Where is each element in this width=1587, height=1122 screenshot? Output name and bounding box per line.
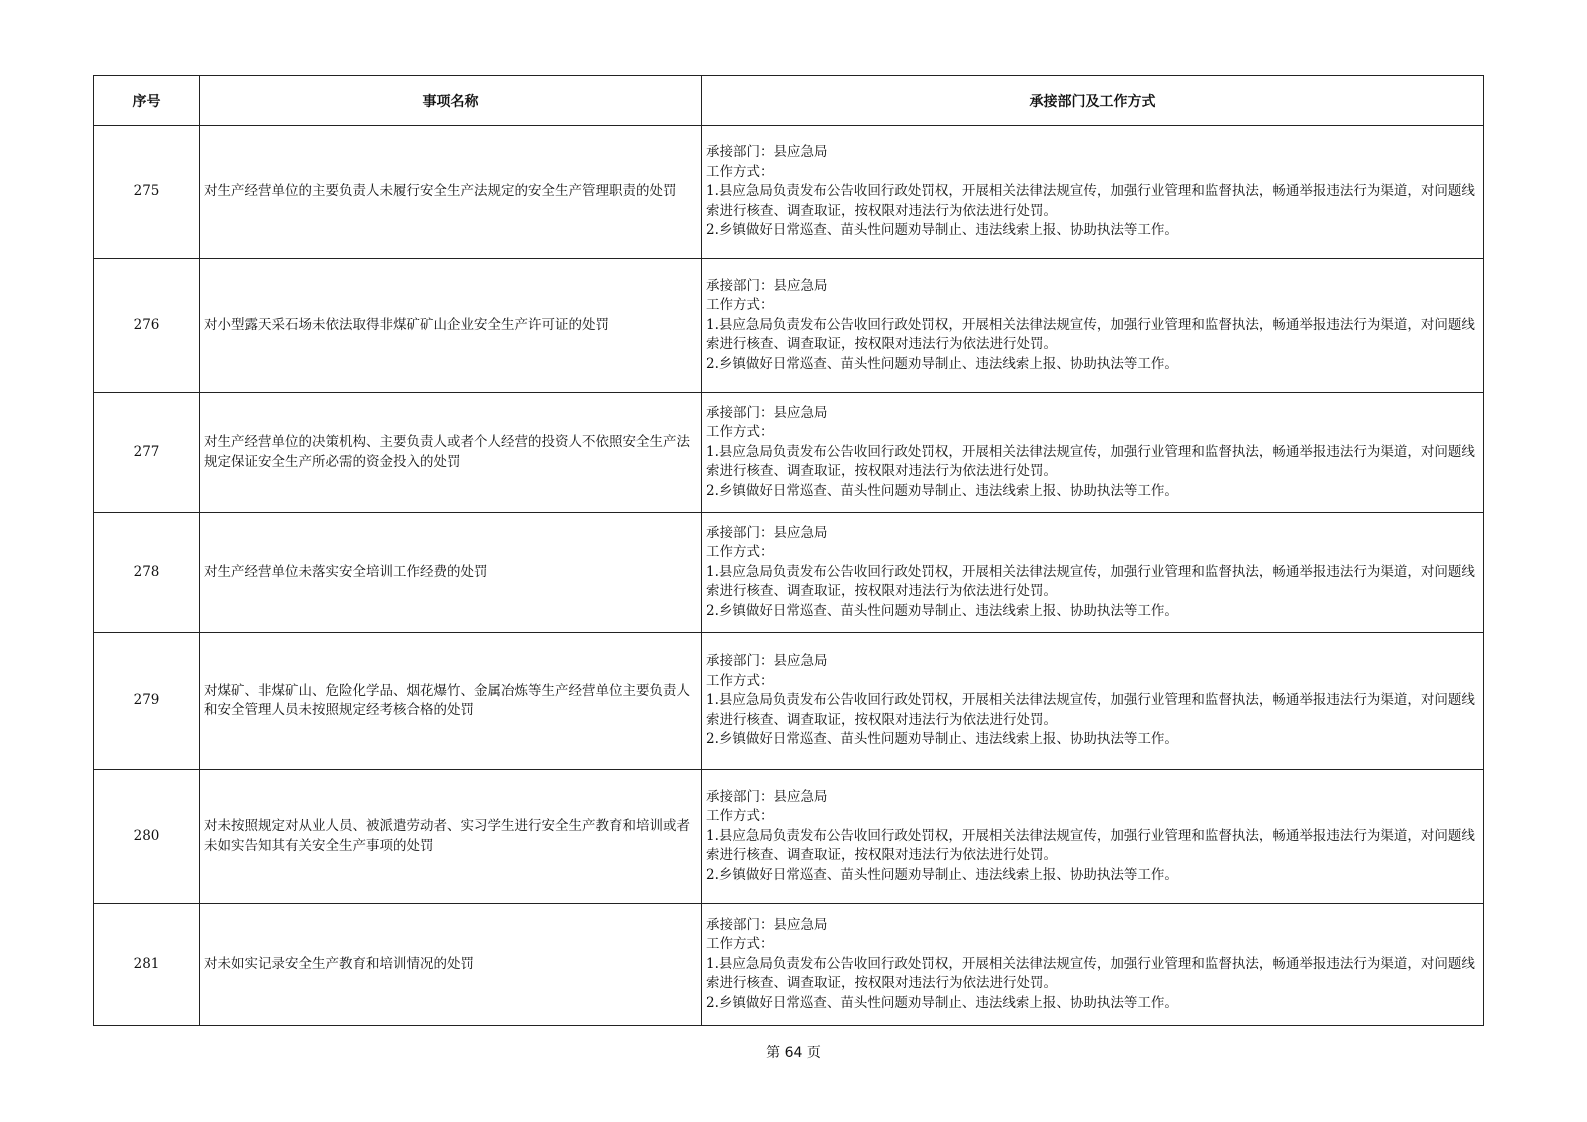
department-method bbox=[702, 904, 1484, 1026]
item-name: 对未如实记录安全生产教育和培训情况的处罚 bbox=[200, 904, 702, 1026]
department-method-line: 1.县应急局负责发布公告收回行政处罚权，开展相关法律法规宣传，加强行业管理和监督执法，畅通举报违法行为渠道，对问题线索进行核查、调查取证，按权限对违法行为依法进行处罚。 bbox=[706, 827, 1475, 864]
department-method-line: 2.乡镇做好日常巡查、苗头性问题劝导制止、违法线索上报、协助执法等工作。 bbox=[706, 994, 1178, 1011]
item-name: 对煤矿、非煤矿山、危险化学品、烟花爆竹、金属冶炼等生产经营单位主要负责人和安全管理人员未按照规定经考核合格的处罚 bbox=[200, 633, 702, 770]
department-method-line: 1.县应急局负责发布公告收回行政处罚权，开展相关法律法规宣传，加强行业管理和监督执法，畅通举报违法行为渠道，对问题线索进行核查、调查取证，按权限对违法行为依法进行处罚。 bbox=[706, 316, 1475, 353]
department-method-line: 2.乡镇做好日常巡查、苗头性问题劝导制止、违法线索上报、协助执法等工作。 bbox=[706, 355, 1178, 372]
department-method-line: 承接部门：县应急局 bbox=[706, 788, 828, 805]
department-method-line: 承接部门：县应急局 bbox=[706, 404, 828, 421]
department-method-line: 1.县应急局负责发布公告收回行政处罚权，开展相关法律法规宣传，加强行业管理和监督执法，畅通举报违法行为渠道，对问题线索进行核查、调查取证，按权限对违法行为依法进行处罚。 bbox=[706, 563, 1475, 600]
department-method-line: 工作方式： bbox=[706, 297, 774, 314]
department-method-line: 1.县应急局负责发布公告收回行政处罚权，开展相关法律法规宣传，加强行业管理和监督执法，畅通举报违法行为渠道，对问题线索进行核查、调查取证，按权限对违法行为依法进行处罚。 bbox=[706, 443, 1475, 480]
item-name: 对未按照规定对从业人员、被派遣劳动者、实习学生进行安全生产教育和培训或者未如实告知其有关安全生产事项的处罚 bbox=[200, 770, 702, 904]
row-number: 280 bbox=[94, 770, 200, 904]
department-method-line: 2.乡镇做好日常巡查、苗头性问题劝导制止、违法线索上报、协助执法等工作。 bbox=[706, 602, 1178, 619]
department-method-line: 工作方式： bbox=[706, 808, 774, 825]
department-method-line: 工作方式： bbox=[706, 544, 774, 561]
row-number: 275 bbox=[94, 126, 200, 259]
items-table bbox=[93, 75, 1484, 1026]
department-method-line: 工作方式： bbox=[706, 936, 774, 953]
item-name: 对生产经营单位未落实安全培训工作经费的处罚 bbox=[200, 513, 702, 633]
table-row bbox=[94, 259, 1484, 393]
department-method-line: 1.县应急局负责发布公告收回行政处罚权，开展相关法律法规宣传，加强行业管理和监督执法，畅通举报违法行为渠道，对问题线索进行核查、调查取证，按权限对违法行为依法进行处罚。 bbox=[706, 183, 1475, 219]
department-method bbox=[702, 513, 1484, 633]
table-row bbox=[94, 126, 1484, 259]
department-method-line: 承接部门：县应急局 bbox=[706, 653, 828, 670]
document-table-container bbox=[93, 75, 1483, 1026]
row-number: 279 bbox=[94, 633, 200, 770]
department-method-line: 承接部门：县应急局 bbox=[706, 144, 828, 161]
header-item-name: 事项名称 bbox=[200, 76, 702, 126]
department-method-line: 承接部门：县应急局 bbox=[706, 277, 828, 294]
department-method-line: 2.乡镇做好日常巡查、苗头性问题劝导制止、违法线索上报、协助执法等工作。 bbox=[706, 866, 1178, 883]
department-method bbox=[702, 259, 1484, 393]
table-row bbox=[94, 770, 1484, 904]
department-method-line: 2.乡镇做好日常巡查、苗头性问题劝导制止、违法线索上报、协助执法等工作。 bbox=[706, 222, 1178, 239]
department-method bbox=[702, 393, 1484, 513]
row-number: 277 bbox=[94, 393, 200, 513]
department-method bbox=[702, 126, 1484, 259]
table-row bbox=[94, 393, 1484, 513]
table-row bbox=[94, 633, 1484, 770]
department-method-line: 工作方式： bbox=[706, 424, 774, 441]
department-method-line: 1.县应急局负责发布公告收回行政处罚权，开展相关法律法规宣传，加强行业管理和监督执法，畅通举报违法行为渠道，对问题线索进行核查、调查取证，按权限对违法行为依法进行处罚。 bbox=[706, 955, 1475, 992]
department-method bbox=[702, 633, 1484, 770]
department-method bbox=[702, 770, 1484, 904]
row-number: 278 bbox=[94, 513, 200, 633]
department-method-line: 1.县应急局负责发布公告收回行政处罚权，开展相关法律法规宣传，加强行业管理和监督执法，畅通举报违法行为渠道，对问题线索进行核查、调查取证，按权限对违法行为依法进行处罚。 bbox=[706, 692, 1475, 728]
item-name: 对小型露天采石场未依法取得非煤矿矿山企业安全生产许可证的处罚 bbox=[200, 259, 702, 393]
row-number: 281 bbox=[94, 904, 200, 1026]
department-method-line: 2.乡镇做好日常巡查、苗头性问题劝导制止、违法线索上报、协助执法等工作。 bbox=[706, 731, 1178, 748]
item-name: 对生产经营单位的主要负责人未履行安全生产法规定的安全生产管理职责的处罚 bbox=[200, 126, 702, 259]
row-number: 276 bbox=[94, 259, 200, 393]
department-method-line: 承接部门：县应急局 bbox=[706, 524, 828, 541]
table-header-row bbox=[94, 76, 1484, 126]
department-method-line: 2.乡镇做好日常巡查、苗头性问题劝导制止、违法线索上报、协助执法等工作。 bbox=[706, 482, 1178, 499]
department-method-line: 工作方式： bbox=[706, 163, 774, 180]
header-number: 序号 bbox=[94, 76, 200, 126]
table-row bbox=[94, 513, 1484, 633]
item-name: 对生产经营单位的决策机构、主要负责人或者个人经营的投资人不依照安全生产法规定保证安全生产所必需的资金投入的处罚 bbox=[200, 393, 702, 513]
department-method-line: 工作方式： bbox=[706, 672, 774, 689]
page-number: 第 64 页 bbox=[766, 1045, 821, 1061]
header-department-method: 承接部门及工作方式 bbox=[702, 76, 1484, 126]
table-row bbox=[94, 904, 1484, 1026]
department-method-line: 承接部门：县应急局 bbox=[706, 916, 828, 933]
